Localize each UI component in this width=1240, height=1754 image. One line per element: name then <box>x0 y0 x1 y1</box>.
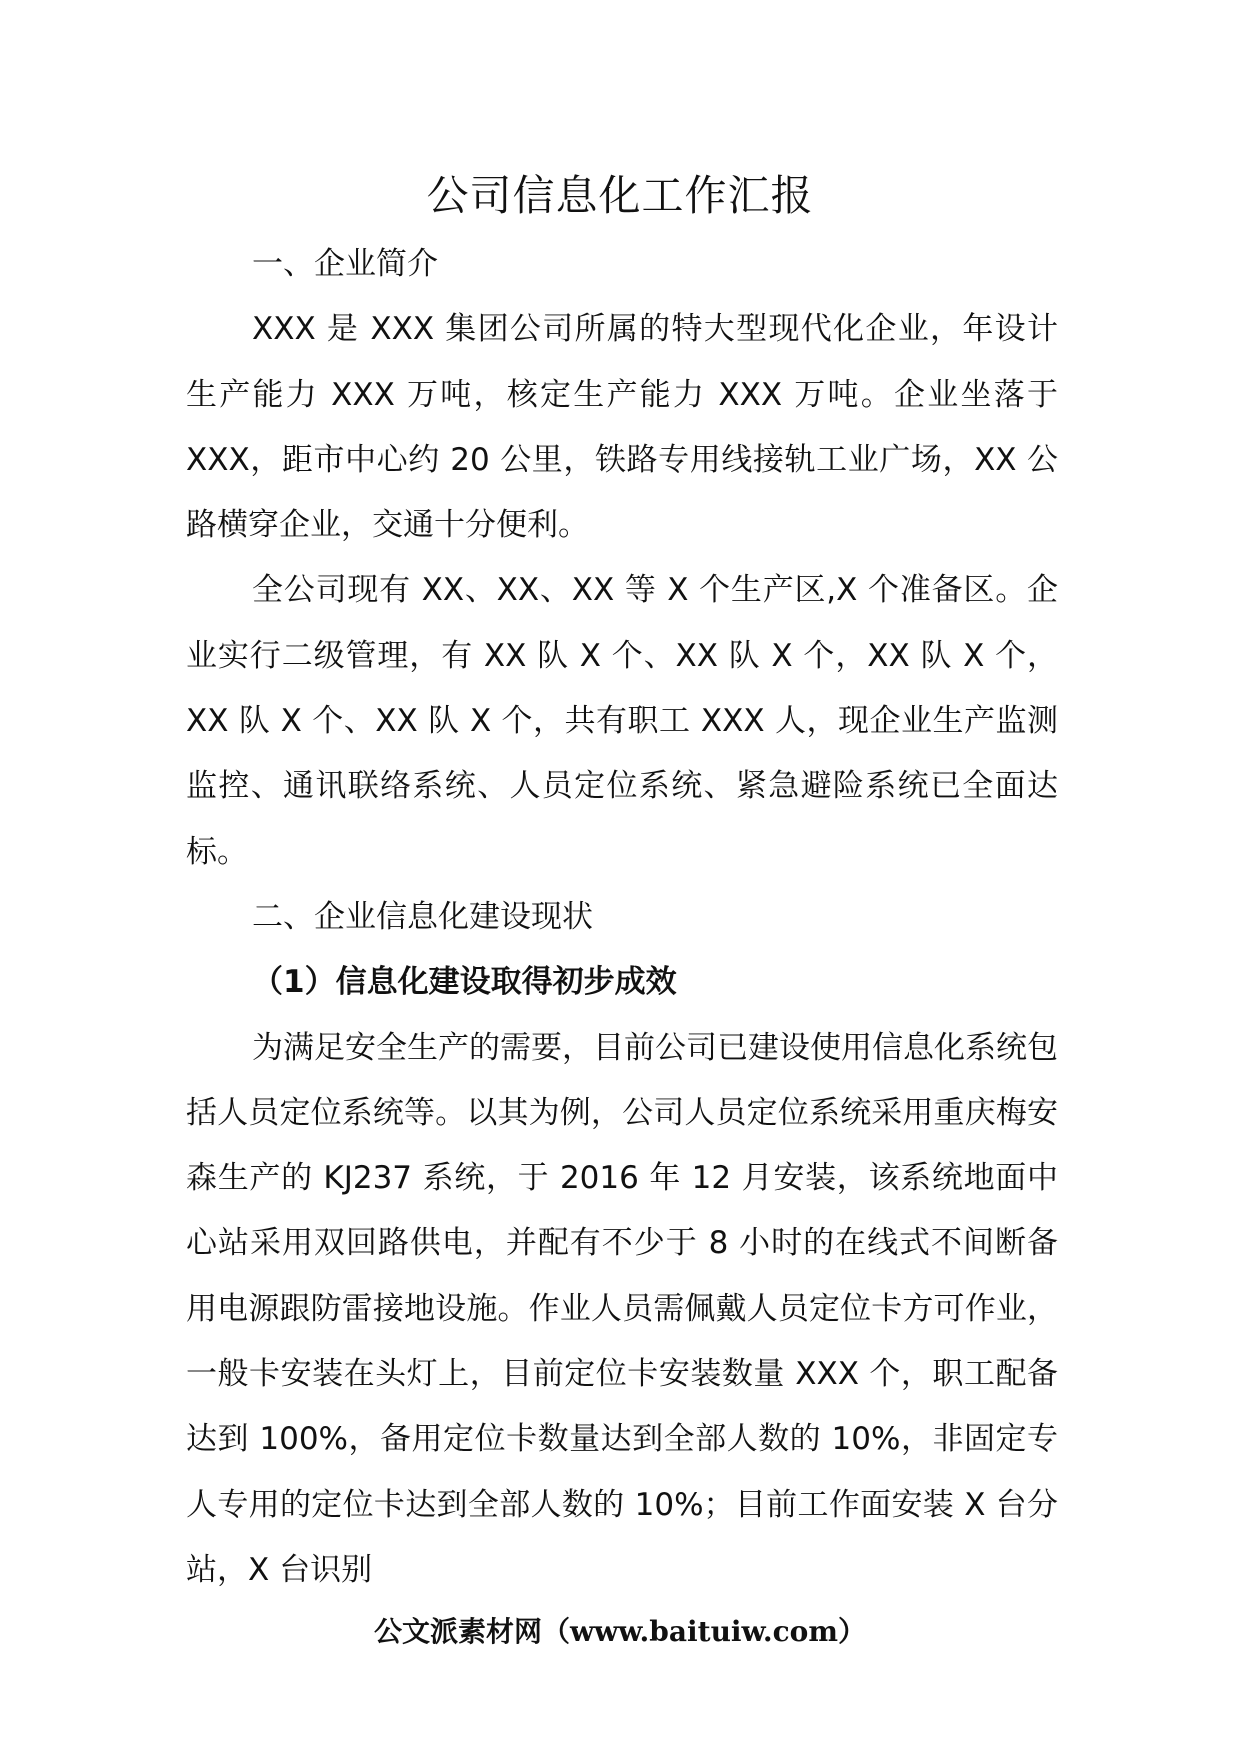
footer-watermark: 公文派素材网（www.baituiw.com） <box>374 1615 866 1648</box>
paragraph-intro-1: XXX 是 XXX 集团公司所属的特大型现代化企业，年设计生产能力 XXX 万吨，核定生产能力 XXX 万吨。企业坐落于 XXX，距市中心约 20 公里，铁路专用线接轨工业广场，XX 公路横穿企业，交通十分便利。 <box>186 311 1058 544</box>
paragraph-intro-2: 全公司现有 XX、XX、XX 等 X 个生产区,X 个准备区。企业实行二级管理，有 XX 队 X 个、XX 队 X 个，XX 队 X 个，XX 队 X 个、XX 队 X 个，共有职工 XXX 人，现企业生产监测监控、通讯联络系统、人员定位系统、紧急避险系统已全面达标。 <box>186 572 1058 870</box>
section-heading-intro: 一、企业简介 <box>252 246 438 282</box>
document-title: 公司信息化工作汇报 <box>426 171 814 220</box>
paragraph-achievements: 为满足安全生产的需要，目前公司已建设使用信息化系统包括人员定位系统等。以其为例，公司人员定位系统采用重庆梅安森生产的 KJ237 系统，于 2016 年 12 月安装，该系统地面中心站采用双回路供电，并配有不少于 8 小时的在线式不间断备用电源跟防雷接地设施。作业人员需佩戴人员定位卡方可作业，一般卡安装在头灯上，目前定位卡安装数量 XXX 个，职工配备达到 100%，备用定位卡数量达到全部人数的 10%，非固定专人专用的定位卡达到全部人数的 10%；目前工作面安装 X 台分站，X 台识别 <box>186 1029 1058 1588</box>
document-body <box>186 232 1058 1603</box>
subsection-heading-achievements: （1）信息化建设取得初步成效 <box>252 964 677 1001</box>
section-heading-status: 二、企业信息化建设现状 <box>252 898 593 935</box>
